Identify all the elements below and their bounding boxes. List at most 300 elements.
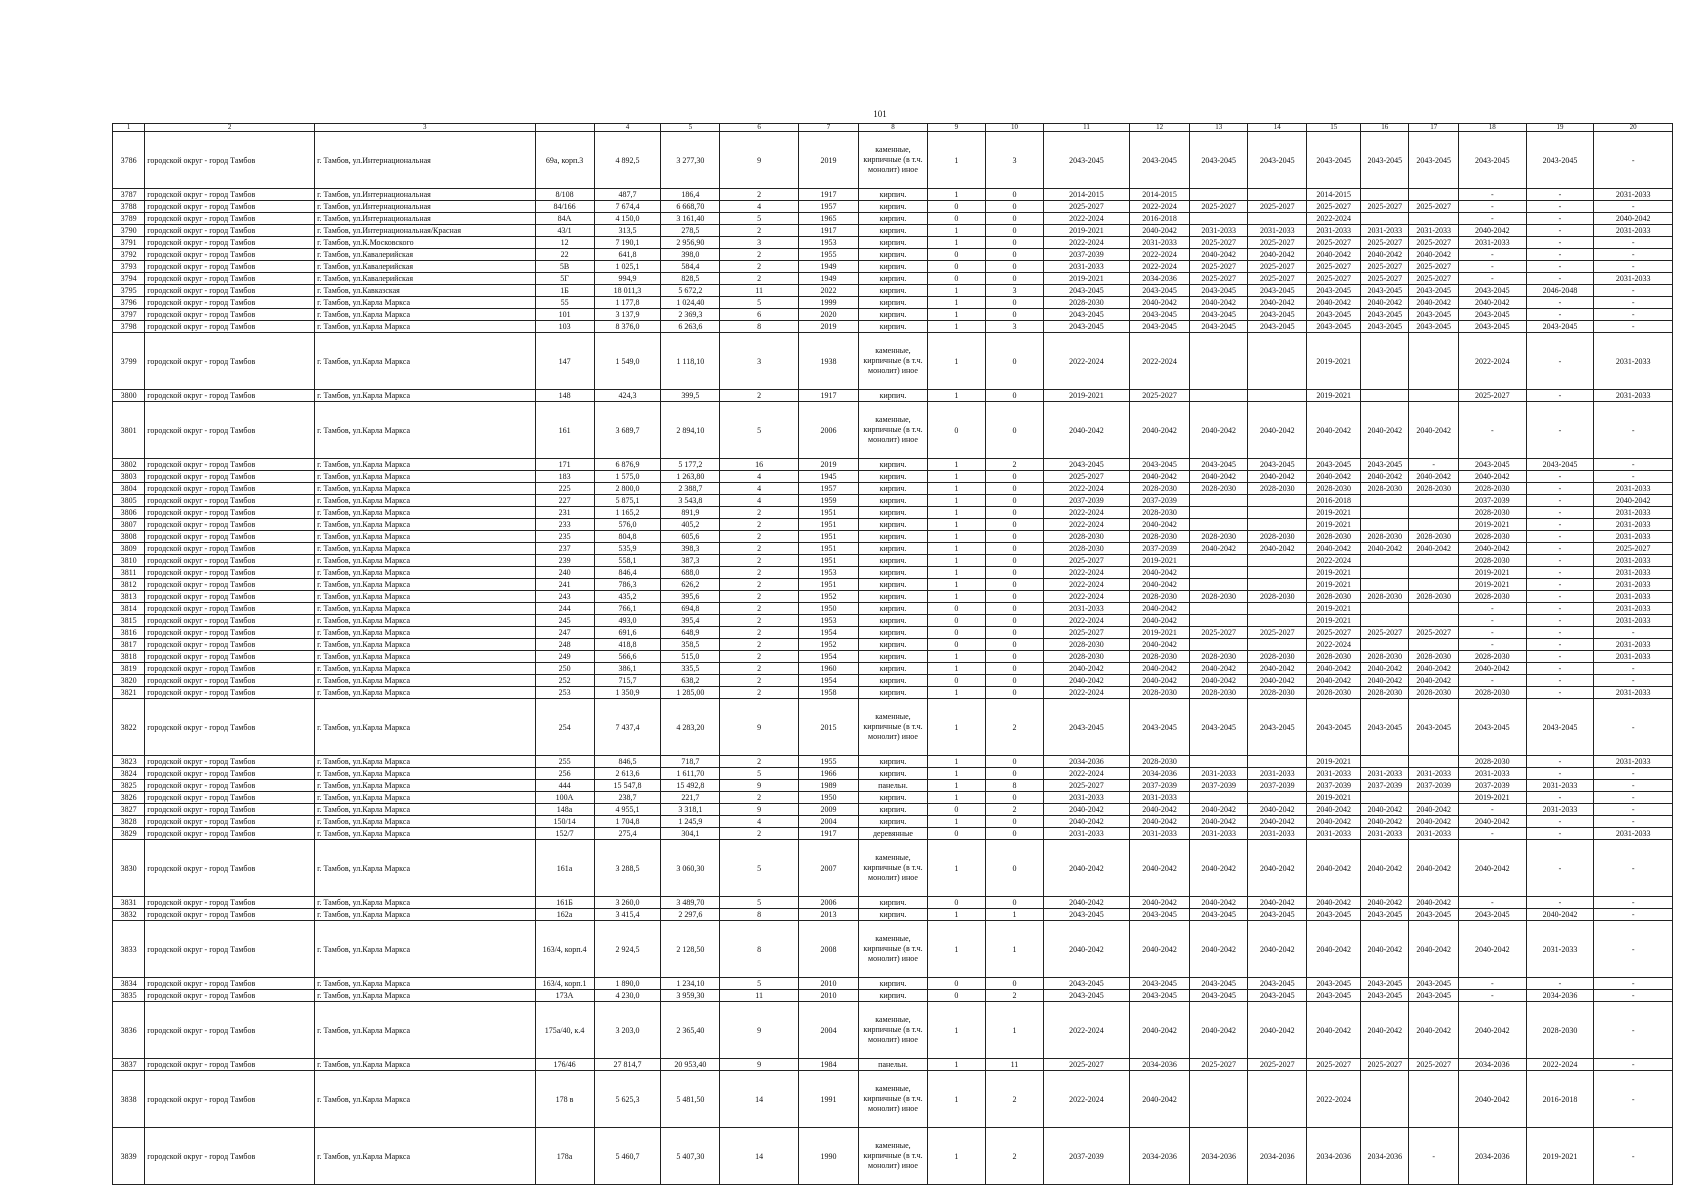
table-cell: 2022-2024 <box>1043 213 1129 225</box>
table-cell <box>1190 213 1248 225</box>
table-cell: - <box>1594 285 1673 297</box>
table-cell: 0 <box>985 627 1043 639</box>
table-cell: городской округ - город Тамбов <box>145 261 315 273</box>
table-cell: 358,5 <box>661 639 720 651</box>
table-cell: г. Тамбов, ул.Карла Маркса <box>315 780 535 792</box>
table-cell: г. Тамбов, ул.Карла Маркса <box>315 459 535 471</box>
table-cell: 1 890,0 <box>594 978 661 990</box>
table-cell: городской округ - город Тамбов <box>145 792 315 804</box>
table-cell: 2025-2027 <box>1043 627 1129 639</box>
table-cell: 2022-2024 <box>1043 507 1129 519</box>
table-cell: 3 <box>985 132 1043 189</box>
table-cell: 1958 <box>798 687 858 699</box>
table-cell: 238,7 <box>594 792 661 804</box>
table-cell: 186,4 <box>661 189 720 201</box>
table-cell: 2040-2042 <box>1361 1002 1409 1059</box>
table-cell: 2031-2033 <box>1594 828 1673 840</box>
column-number: 12 <box>1129 124 1189 132</box>
table-cell: 2031-2033 <box>1409 768 1458 780</box>
table-cell: г. Тамбов, ул.Карла Маркса <box>315 756 535 768</box>
table-cell: 225 <box>535 483 594 495</box>
table-cell <box>1248 639 1307 651</box>
table-cell: 2022-2024 <box>1043 483 1129 495</box>
table-cell: 2025-2027 <box>1361 201 1409 213</box>
table-row <box>113 780 1673 792</box>
table-row <box>113 615 1673 627</box>
table-cell: 0 <box>985 603 1043 615</box>
table-cell: 1 285,00 <box>661 687 720 699</box>
table-cell: г. Тамбов, ул.Карла Маркса <box>315 321 535 333</box>
table-cell: 2 800,0 <box>594 483 661 495</box>
table-cell: кирпич. <box>859 471 928 483</box>
table-cell: - <box>1526 471 1594 483</box>
table-cell: - <box>1458 990 1526 1002</box>
table-cell <box>1361 333 1409 390</box>
table-cell: г. Тамбов, ул.Карла Маркса <box>315 840 535 897</box>
table-cell: г. Тамбов, ул.Кавалерийская <box>315 273 535 285</box>
table-cell: 2034-2036 <box>1129 273 1189 285</box>
table-cell: - <box>1526 651 1594 663</box>
table-cell: каменные, кирпичные (в т.ч. монолит) иное <box>859 840 928 897</box>
table-cell: городской округ - город Тамбов <box>145 756 315 768</box>
table-cell: 1 704,8 <box>594 816 661 828</box>
table-cell: городской округ - город Тамбов <box>145 591 315 603</box>
table-cell: 3794 <box>113 273 145 285</box>
table-cell: 2031-2033 <box>1361 225 1409 237</box>
table-cell: 3826 <box>113 792 145 804</box>
table-cell: г. Тамбов, ул.Карла Маркса <box>315 615 535 627</box>
table-cell: 2028-2030 <box>1190 591 1248 603</box>
table-cell: 2019-2021 <box>1129 555 1189 567</box>
table-cell: 1951 <box>798 519 858 531</box>
table-cell: 1 <box>927 909 985 921</box>
table-cell: 2 297,6 <box>661 909 720 921</box>
table-cell: 1 118,10 <box>661 333 720 390</box>
table-cell: 2025-2027 <box>1307 273 1361 285</box>
table-cell: 5 672,2 <box>661 285 720 297</box>
table-row <box>113 297 1673 309</box>
table-cell: 2019 <box>798 132 858 189</box>
table-cell: 0 <box>985 816 1043 828</box>
table-cell: городской округ - город Тамбов <box>145 471 315 483</box>
table-cell: - <box>1458 273 1526 285</box>
table-cell: 605,6 <box>661 531 720 543</box>
table-cell <box>1409 567 1458 579</box>
table-cell: 3837 <box>113 1059 145 1071</box>
table-cell: 2031-2033 <box>1594 579 1673 591</box>
table-cell: 2022-2024 <box>1043 237 1129 249</box>
table-cell: 3835 <box>113 990 145 1002</box>
table-cell: 256 <box>535 768 594 780</box>
table-cell: 2043-2045 <box>1129 321 1189 333</box>
table-cell: 444 <box>535 780 594 792</box>
table-cell: 6 <box>720 309 798 321</box>
table-cell: городской округ - город Тамбов <box>145 285 315 297</box>
table-cell: 2040-2042 <box>1248 663 1307 675</box>
table-cell: 2043-2045 <box>1129 990 1189 1002</box>
column-number: 20 <box>1594 124 1673 132</box>
table-cell: кирпич. <box>859 579 928 591</box>
table-cell: 2028-2030 <box>1458 531 1526 543</box>
table-cell: 2040-2042 <box>1129 675 1189 687</box>
table-cell: - <box>1526 297 1594 309</box>
table-cell: - <box>1594 909 1673 921</box>
table-cell: 2028-2030 <box>1361 651 1409 663</box>
table-cell <box>1361 213 1409 225</box>
table-cell: кирпич. <box>859 390 928 402</box>
table-cell: 1917 <box>798 828 858 840</box>
table-cell: 4 230,0 <box>594 990 661 1002</box>
table-cell: - <box>1526 201 1594 213</box>
table-cell: 2043-2045 <box>1248 321 1307 333</box>
table-cell: кирпич. <box>859 663 928 675</box>
table-cell: 2040-2042 <box>1458 225 1526 237</box>
table-cell: 3821 <box>113 687 145 699</box>
table-cell: 3839 <box>113 1128 145 1185</box>
table-row <box>113 1059 1673 1071</box>
table-cell: городской округ - город Тамбов <box>145 663 315 675</box>
table-cell: 2040-2042 <box>1361 675 1409 687</box>
table-cell: 1 <box>927 1002 985 1059</box>
table-cell: 9 <box>720 804 798 816</box>
table-cell: 2025-2027 <box>1409 1059 1458 1071</box>
table-cell: г. Тамбов, ул.Карла Маркса <box>315 675 535 687</box>
table-cell: 2040-2042 <box>1361 297 1409 309</box>
table-cell: 1 263,80 <box>661 471 720 483</box>
table-cell: 2040-2042 <box>1190 840 1248 897</box>
table-cell: 2031-2033 <box>1594 651 1673 663</box>
table-cell: 2043-2045 <box>1129 132 1189 189</box>
table-cell: 3 <box>985 285 1043 297</box>
column-number: 7 <box>798 124 858 132</box>
table-cell: 18 011,3 <box>594 285 661 297</box>
table-cell: городской округ - город Тамбов <box>145 1128 315 1185</box>
table-cell: 2028-2030 <box>1129 756 1189 768</box>
table-cell: 2 <box>720 567 798 579</box>
table-cell: 1991 <box>798 1071 858 1128</box>
table-cell: 2028-2030 <box>1043 639 1129 651</box>
table-cell <box>1248 1071 1307 1128</box>
table-cell: 2040-2042 <box>1409 897 1458 909</box>
table-cell: 4 892,5 <box>594 132 661 189</box>
table-cell: 2028-2030 <box>1248 651 1307 663</box>
table-cell: 2028-2030 <box>1248 687 1307 699</box>
table-row <box>113 285 1673 297</box>
table-cell: - <box>1526 333 1594 390</box>
table-cell: 1 <box>927 189 985 201</box>
table-cell: 0 <box>985 213 1043 225</box>
table-row <box>113 756 1673 768</box>
table-cell: - <box>1526 591 1594 603</box>
table-cell: 2040-2042 <box>1248 249 1307 261</box>
table-cell: 11 <box>985 1059 1043 1071</box>
table-cell <box>1190 603 1248 615</box>
table-cell: кирпич. <box>859 459 928 471</box>
table-cell: 2016-2018 <box>1307 495 1361 507</box>
column-number: 6 <box>720 124 798 132</box>
table-cell: 2028-2030 <box>1409 591 1458 603</box>
table-cell: 2037-2039 <box>1129 780 1189 792</box>
table-cell <box>1409 213 1458 225</box>
table-cell: 2037-2039 <box>1043 1128 1129 1185</box>
table-cell: 2043-2045 <box>1361 978 1409 990</box>
table-cell: 2040-2042 <box>1458 921 1526 978</box>
table-cell <box>1190 495 1248 507</box>
table-cell: 2040-2042 <box>1129 816 1189 828</box>
table-cell: 2043-2045 <box>1043 699 1129 756</box>
table-cell: 2016-2018 <box>1129 213 1189 225</box>
table-cell <box>1361 189 1409 201</box>
table-cell: 0 <box>985 237 1043 249</box>
table-cell: 2043-2045 <box>1458 309 1526 321</box>
table-cell: 584,4 <box>661 261 720 273</box>
table-cell: г. Тамбов, ул.Карла Маркса <box>315 591 535 603</box>
table-cell: 1965 <box>798 213 858 225</box>
table-cell: - <box>1594 663 1673 675</box>
table-cell: 2025-2027 <box>1043 471 1129 483</box>
table-cell: 2031-2033 <box>1043 261 1129 273</box>
table-cell: 0 <box>985 390 1043 402</box>
table-cell: - <box>1526 402 1594 459</box>
table-cell: 1951 <box>798 543 858 555</box>
table-cell: 0 <box>985 840 1043 897</box>
table-cell: 2040-2042 <box>1043 897 1129 909</box>
table-cell: 2037-2039 <box>1248 780 1307 792</box>
table-cell: городской округ - город Тамбов <box>145 603 315 615</box>
table-cell: 2028-2030 <box>1307 651 1361 663</box>
table-cell: 2 <box>985 990 1043 1002</box>
table-cell: 694,8 <box>661 603 720 615</box>
table-cell: 1 <box>927 132 985 189</box>
table-cell: г. Тамбов, ул.Карла Маркса <box>315 519 535 531</box>
table-cell: - <box>1526 225 1594 237</box>
table-cell: городской округ - город Тамбов <box>145 297 315 309</box>
table-cell: - <box>1526 663 1594 675</box>
table-cell: - <box>1594 321 1673 333</box>
table-cell: 2028-2030 <box>1190 531 1248 543</box>
table-cell <box>1190 615 1248 627</box>
table-cell: 0 <box>927 675 985 687</box>
table-cell: 2040-2042 <box>1409 1002 1458 1059</box>
table-cell: 0 <box>927 627 985 639</box>
table-cell: 1 <box>927 921 985 978</box>
table-row <box>113 1071 1673 1128</box>
table-cell: 2028-2030 <box>1190 687 1248 699</box>
table-cell: деревянные <box>859 828 928 840</box>
table-cell: 150/14 <box>535 816 594 828</box>
table-cell: 1 025,1 <box>594 261 661 273</box>
table-cell: 3815 <box>113 615 145 627</box>
table-cell: 2028-2030 <box>1190 651 1248 663</box>
column-number: 14 <box>1248 124 1307 132</box>
table-cell: 2 894,10 <box>661 402 720 459</box>
table-cell: 2031-2033 <box>1043 603 1129 615</box>
table-cell: городской округ - город Тамбов <box>145 699 315 756</box>
table-cell: 2040-2042 <box>1248 840 1307 897</box>
table-cell: 0 <box>985 273 1043 285</box>
table-cell: - <box>1594 840 1673 897</box>
table-cell: кирпич. <box>859 687 928 699</box>
table-cell <box>1190 792 1248 804</box>
table-cell: 2025-2027 <box>1594 543 1673 555</box>
table-cell <box>1190 756 1248 768</box>
table-cell: 2031-2033 <box>1129 792 1189 804</box>
table-cell: 2025-2027 <box>1248 1059 1307 1071</box>
table-cell: 648,9 <box>661 627 720 639</box>
table-cell: 1952 <box>798 591 858 603</box>
table-cell: 2037-2039 <box>1307 780 1361 792</box>
table-cell <box>1190 1071 1248 1128</box>
table-cell: 178 в <box>535 1071 594 1128</box>
table-cell: 2043-2045 <box>1361 699 1409 756</box>
table-cell: 386,1 <box>594 663 661 675</box>
table-cell <box>1361 639 1409 651</box>
table-cell: 55 <box>535 297 594 309</box>
table-cell: 2040-2042 <box>1043 804 1129 816</box>
table-cell: 3801 <box>113 402 145 459</box>
table-cell: 3 <box>720 237 798 249</box>
table-cell: 15 547,8 <box>594 780 661 792</box>
table-cell: 147 <box>535 333 594 390</box>
table-cell: 2025-2027 <box>1248 201 1307 213</box>
table-cell: 1 <box>927 297 985 309</box>
table-cell: 2025-2027 <box>1190 627 1248 639</box>
table-cell: 15 492,8 <box>661 780 720 792</box>
table-cell: 2031-2033 <box>1248 828 1307 840</box>
table-cell: 2040-2042 <box>1248 297 1307 309</box>
table-cell: 2043-2045 <box>1190 132 1248 189</box>
table-cell: 148а <box>535 804 594 816</box>
table-cell: - <box>1526 768 1594 780</box>
table-cell: 2025-2027 <box>1409 237 1458 249</box>
table-cell: 2040-2042 <box>1129 897 1189 909</box>
table-cell: 1 <box>927 840 985 897</box>
table-cell: г. Тамбов, ул.Карла Маркса <box>315 531 535 543</box>
table-cell: 2019 <box>798 321 858 333</box>
table-cell: городской округ - город Тамбов <box>145 687 315 699</box>
table-cell: 566,6 <box>594 651 661 663</box>
table-cell: 7 190,1 <box>594 237 661 249</box>
table-cell: городской округ - город Тамбов <box>145 921 315 978</box>
table-cell: 891,9 <box>661 507 720 519</box>
table-cell: 0 <box>985 333 1043 390</box>
table-cell: кирпич. <box>859 675 928 687</box>
table-cell: - <box>1458 261 1526 273</box>
table-cell: кирпич. <box>859 285 928 297</box>
table-cell: 2040-2042 <box>1307 897 1361 909</box>
table-cell: 2040-2042 <box>1190 249 1248 261</box>
table-cell <box>1190 639 1248 651</box>
table-cell: городской округ - город Тамбов <box>145 804 315 816</box>
column-number: 13 <box>1190 124 1248 132</box>
table-cell: 0 <box>985 297 1043 309</box>
table-cell: 2028-2030 <box>1361 483 1409 495</box>
table-cell: 2022-2024 <box>1307 555 1361 567</box>
table-cell: 2040-2042 <box>1248 1002 1307 1059</box>
table-cell: кирпич. <box>859 639 928 651</box>
table-cell: г. Тамбов, ул.Карла Маркса <box>315 1128 535 1185</box>
table-cell: 2 <box>720 615 798 627</box>
table-row <box>113 321 1673 333</box>
table-cell: 2046-2048 <box>1526 285 1594 297</box>
table-cell: 2 <box>985 699 1043 756</box>
table-cell: кирпич. <box>859 756 928 768</box>
table-cell: 1917 <box>798 189 858 201</box>
table-cell: 2 <box>720 225 798 237</box>
table-row <box>113 627 1673 639</box>
table-cell: 2040-2042 <box>1248 804 1307 816</box>
table-cell: 3 415,4 <box>594 909 661 921</box>
table-cell: 2006 <box>798 402 858 459</box>
table-cell: 3 060,30 <box>661 840 720 897</box>
table-cell: 2040-2042 <box>1307 249 1361 261</box>
table-cell: 2043-2045 <box>1129 459 1189 471</box>
table-cell: 3827 <box>113 804 145 816</box>
table-cell: 2 <box>720 591 798 603</box>
table-cell: 2022-2024 <box>1307 639 1361 651</box>
table-cell: 2043-2045 <box>1129 309 1189 321</box>
table-cell: 0 <box>927 273 985 285</box>
table-cell: кирпич. <box>859 615 928 627</box>
table-cell: 5 <box>720 402 798 459</box>
table-cell: городской округ - город Тамбов <box>145 828 315 840</box>
table-cell <box>1361 555 1409 567</box>
table-cell: 8 <box>720 909 798 921</box>
table-cell: 275,4 <box>594 828 661 840</box>
table-cell: - <box>1594 816 1673 828</box>
table-cell: 0 <box>985 591 1043 603</box>
table-cell: 1954 <box>798 675 858 687</box>
table-cell: 2040-2042 <box>1248 816 1307 828</box>
column-number: 17 <box>1409 124 1458 132</box>
table-cell: 3814 <box>113 603 145 615</box>
table-cell: 2034-2036 <box>1361 1128 1409 1185</box>
table-cell: каменные, кирпичные (в т.ч. монолит) иное <box>859 1071 928 1128</box>
table-cell <box>1190 519 1248 531</box>
table-cell: 2022-2024 <box>1043 567 1129 579</box>
table-cell: городской округ - город Тамбов <box>145 189 315 201</box>
table-cell: 2022-2024 <box>1129 249 1189 261</box>
table-cell: городской округ - город Тамбов <box>145 459 315 471</box>
table-cell: 2040-2042 <box>1129 921 1189 978</box>
table-cell: - <box>1526 792 1594 804</box>
table-cell: 2031-2033 <box>1594 507 1673 519</box>
table-cell: 0 <box>985 828 1043 840</box>
table-row <box>113 651 1673 663</box>
table-cell: - <box>1458 627 1526 639</box>
table-cell: 2022-2024 <box>1043 1071 1129 1128</box>
table-cell: 2019-2021 <box>1307 507 1361 519</box>
column-number: 18 <box>1458 124 1526 132</box>
table-cell: городской округ - город Тамбов <box>145 1071 315 1128</box>
table-cell: каменные, кирпичные (в т.ч. монолит) иное <box>859 921 928 978</box>
table-cell: 2040-2042 <box>1361 402 1409 459</box>
table-cell: г. Тамбов, ул.Кавказская <box>315 285 535 297</box>
table-cell: 2034-2036 <box>1043 756 1129 768</box>
table-cell: 2019-2021 <box>1458 567 1526 579</box>
table-cell: 2031-2033 <box>1594 639 1673 651</box>
table-cell: 2043-2045 <box>1409 321 1458 333</box>
table-cell: 2040-2042 <box>1190 663 1248 675</box>
table-cell: 2028-2030 <box>1409 687 1458 699</box>
table-row <box>113 978 1673 990</box>
table-cell: 2 <box>720 189 798 201</box>
table-cell: 2043-2045 <box>1248 909 1307 921</box>
table-cell: 0 <box>985 261 1043 273</box>
table-cell: г. Тамбов, ул.Карла Маркса <box>315 828 535 840</box>
table-cell: 240 <box>535 567 594 579</box>
table-cell: 0 <box>927 261 985 273</box>
